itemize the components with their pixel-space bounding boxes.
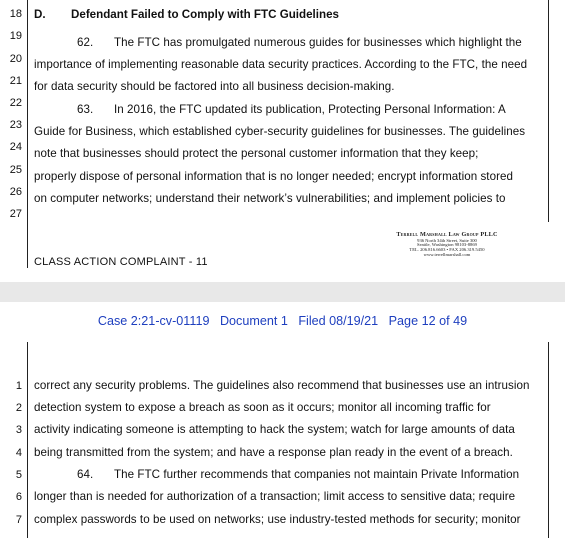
line-number: 2 bbox=[15, 402, 22, 414]
firm-website: www.terrellmarshall.com bbox=[423, 251, 471, 257]
body-line: on computer networks; understand their network’s vulnerabilities; and implement policies to bbox=[34, 192, 506, 205]
line-number: 18 bbox=[9, 8, 22, 20]
section-title: Defendant Failed to Comply with FTC Guidelines bbox=[71, 8, 339, 21]
line-number: 4 bbox=[15, 447, 22, 459]
paragraph-number: 63. bbox=[77, 103, 94, 116]
line-number: 3 bbox=[15, 424, 22, 436]
body-line: being transmitted from the system; and have a response plan ready in the event of a breach. bbox=[34, 446, 513, 459]
body-line: correct any security problems. The guidelines also recommend that businesses use an intrusion bbox=[34, 379, 530, 392]
line-number: 5 bbox=[15, 469, 22, 481]
line-number: 20 bbox=[9, 53, 22, 65]
line-number: 7 bbox=[15, 514, 22, 526]
body-line: 64. The FTC further recommends that companies not maintain Private Information bbox=[77, 468, 520, 481]
left-margin-rule bbox=[27, 0, 28, 268]
line-number: 6 bbox=[15, 491, 22, 503]
law-firm-footer bbox=[372, 232, 522, 258]
section-letter: D. bbox=[34, 8, 46, 21]
line-number: 25 bbox=[9, 164, 22, 176]
line-number: 1 bbox=[15, 380, 22, 392]
line-number: 26 bbox=[9, 186, 22, 198]
body-line: importance of implementing reasonable data security practices. According to the FTC, the need bbox=[34, 58, 528, 71]
line-number: 22 bbox=[9, 97, 22, 109]
page-12 bbox=[0, 302, 565, 538]
body-line: Guide for Business, which established cyber-security guidelines for businesses. The guidelines bbox=[34, 125, 526, 138]
firm-phone: TEL. 206.816.6603 • FAX 206.319.5450 bbox=[409, 247, 485, 253]
line-number: 21 bbox=[9, 75, 22, 87]
body-line: 63. In 2016, the FTC updated its publication, Protecting Personal Information: A bbox=[77, 103, 506, 116]
body-line: 62. The FTC has promulgated numerous guides for businesses which highlight the bbox=[77, 36, 522, 49]
body-line: note that businesses should protect the personal customer information that they keep; bbox=[34, 147, 479, 160]
body-line: activity indicating someone is attempting to hack the system; watch for large amounts of data bbox=[34, 423, 515, 436]
paragraph-number: 62. bbox=[77, 36, 94, 49]
line-number: 19 bbox=[9, 30, 22, 42]
page-separator bbox=[0, 282, 565, 302]
body-line: for data security should be factored into all business decision-making. bbox=[34, 80, 395, 93]
firm-city: Seattle, Washington 98103-8869 bbox=[417, 242, 477, 248]
line-number: 24 bbox=[9, 141, 22, 153]
body-line: properly dispose of personal information that is no longer needed; encrypt information stored bbox=[34, 170, 513, 183]
document-title-footer: CLASS ACTION COMPLAINT - 11 bbox=[34, 256, 208, 268]
firm-name: Terrell Marshall Law Group PLLC bbox=[396, 231, 498, 238]
ecf-case-header: Case 2:21-cv-01119 Document 1 Filed 08/19/21 Page 12 of 49 bbox=[97, 314, 468, 328]
body-line: longer than is needed for authorization of a transaction; limit access to sensitive data; require bbox=[34, 490, 516, 503]
paragraph-number: 64. bbox=[77, 468, 94, 481]
right-margin-rule bbox=[548, 0, 549, 222]
line-number: 23 bbox=[9, 119, 22, 131]
firm-address: 936 North 34th Street, Suite 300 bbox=[417, 237, 477, 243]
section-heading bbox=[34, 8, 339, 21]
line-number: 27 bbox=[9, 208, 22, 220]
body-line: detection system to expose a breach as soon as it occurs; monitor all incoming traffic for bbox=[34, 401, 491, 414]
right-margin-rule bbox=[548, 342, 549, 538]
body-line: complex passwords to be used on networks; use industry-tested methods for security; monitor bbox=[34, 513, 521, 526]
left-margin-rule bbox=[27, 342, 28, 538]
